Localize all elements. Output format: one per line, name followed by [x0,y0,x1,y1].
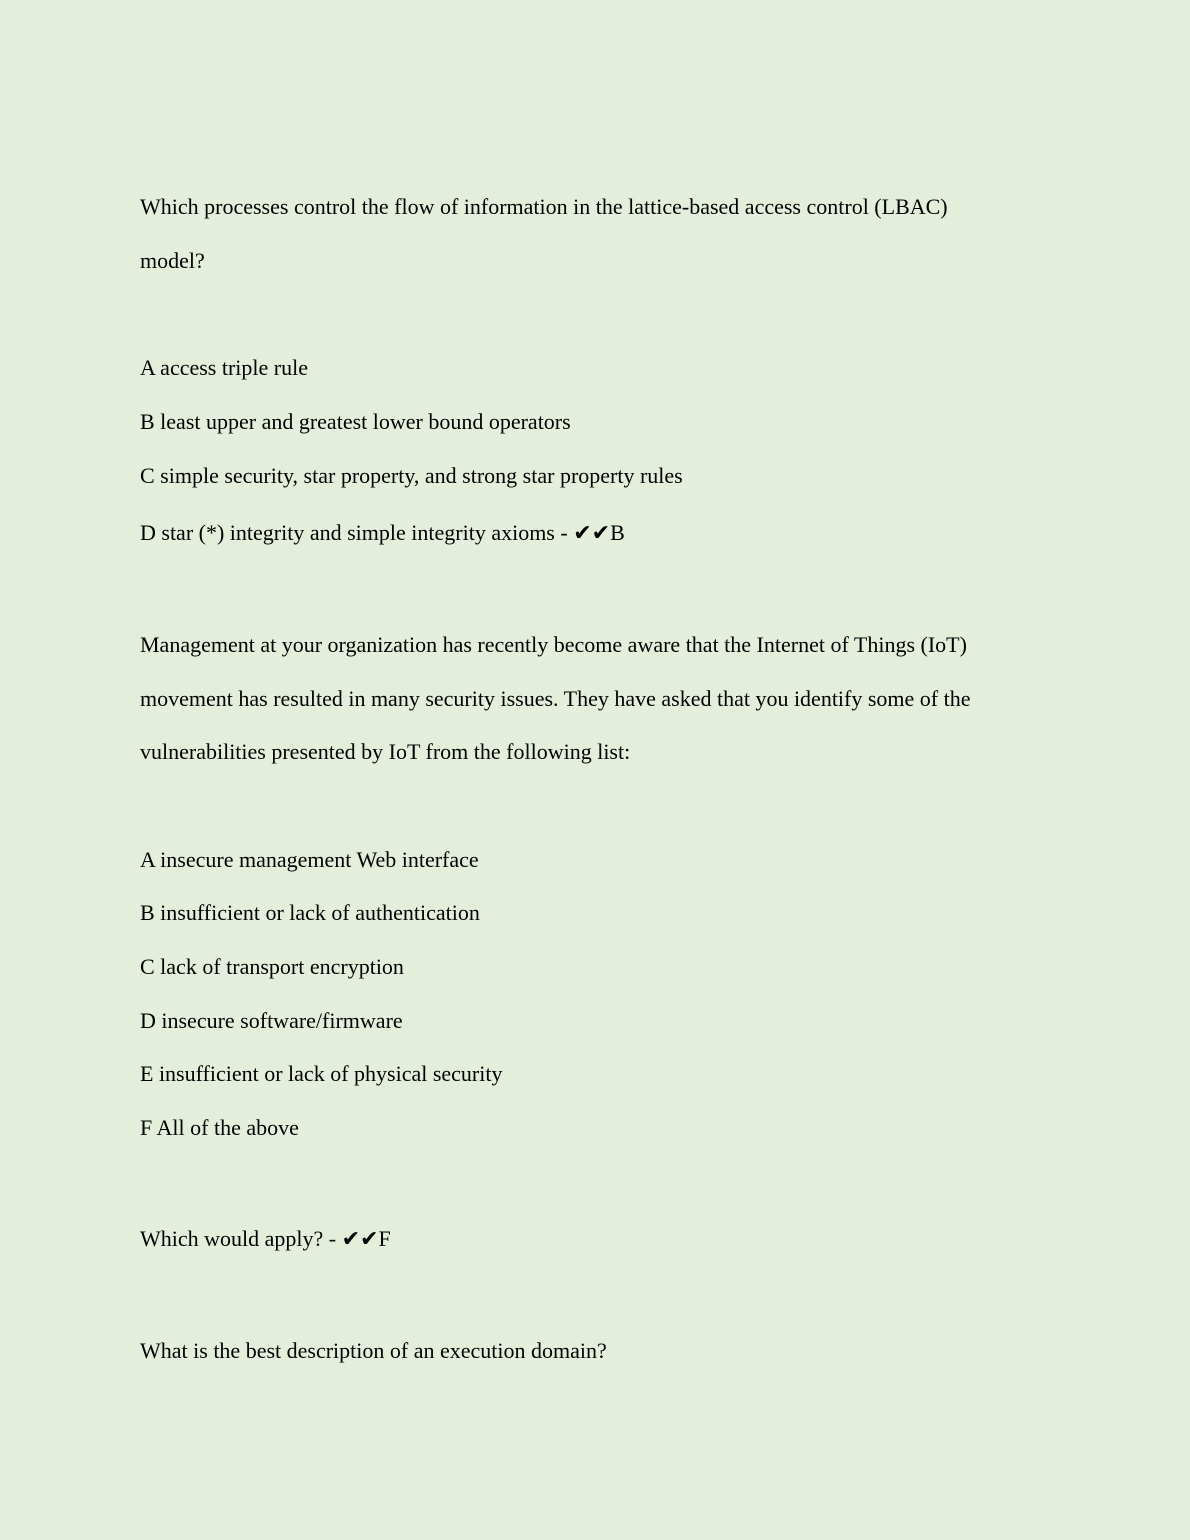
q2-prompt: Which would apply? - [140,1226,342,1251]
q2-option-a: A insecure management Web interface [140,847,479,872]
q2-option-d: D insecure software/firmware [140,1008,403,1033]
check-icon: ✔✔ [573,521,611,546]
q1-option-d [140,520,625,547]
q1-option-d-text: D star (*) integrity and simple integrity axioms - [140,520,574,545]
q2-option-c: C lack of transport encryption [140,954,404,979]
q2-option-f: F All of the above [140,1115,299,1140]
q2-option-e: E insufficient or lack of physical security [140,1061,503,1086]
q2-question-line-3: vulnerabilities presented by IoT from the following list: [140,739,631,764]
q1-option-b: B least upper and greatest lower bound operators [140,409,571,434]
q2-option-b: B insufficient or lack of authentication [140,900,480,925]
q1-question-line-2: model? [140,248,205,273]
q2-answer-line [140,1226,391,1253]
q1-answer: B [610,520,625,545]
q2-question-line-2: movement has resulted in many security issues. They have asked that you identify some of the [140,686,971,711]
q1-option-c: C simple security, star property, and strong star property rules [140,463,683,488]
q2-question-line-1: Management at your organization has recently become aware that the Internet of Things (IoT) [140,632,967,657]
q3-question-line-1: What is the best description of an execution domain? [140,1338,607,1363]
q1-option-a: A access triple rule [140,355,308,380]
q2-answer: F [378,1226,391,1251]
q1-question-line-1: Which processes control the flow of information in the lattice-based access control (LBAC) [140,194,948,219]
check-icon: ✔✔ [341,1227,379,1252]
